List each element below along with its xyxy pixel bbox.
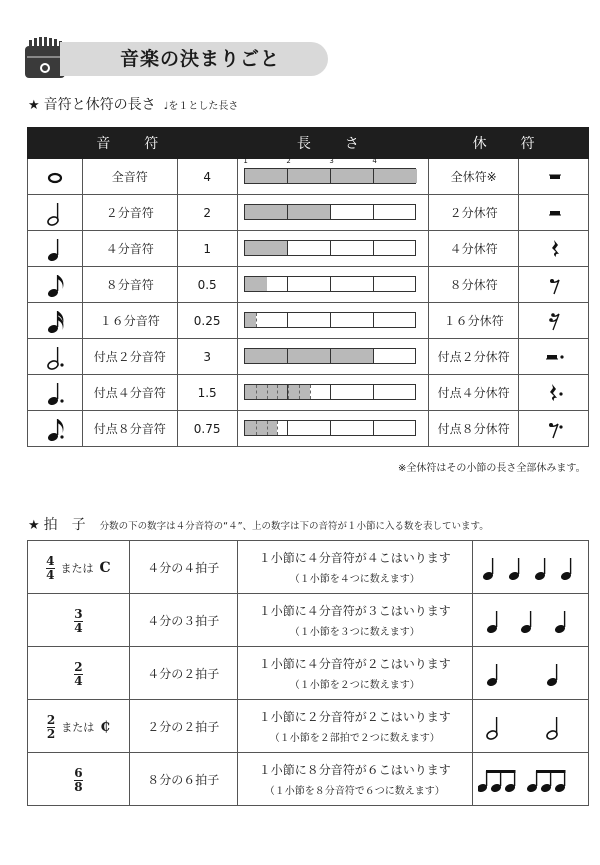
time-description-sub: （１小節を２つに数えます） <box>289 680 420 691</box>
bar-dash <box>267 385 268 399</box>
note-symbol-cell <box>28 339 83 375</box>
note-value: 3 <box>177 339 237 375</box>
scale-tick: 1 <box>243 157 248 165</box>
time-description: １小節に８分音符が６こはいります <box>258 763 451 777</box>
length-bar <box>244 168 416 184</box>
time-name: ８分の６拍子 <box>129 753 237 806</box>
section1-subtitle-text: を１とした長さ <box>168 101 239 112</box>
time-signature-fraction <box>74 606 83 635</box>
length-bar-cell <box>237 195 429 231</box>
note-symbol-cell <box>28 267 83 303</box>
bar-divider <box>330 277 331 291</box>
rest-symbol-cell <box>519 267 589 303</box>
note-symbol-cell <box>28 303 83 339</box>
rest-symbol-cell <box>519 231 589 267</box>
rhythm-cell <box>473 541 589 594</box>
rest-name: 付点２分休符 <box>429 339 519 375</box>
length-bar-fill <box>245 313 256 327</box>
note-name: １６分音符 <box>82 303 177 339</box>
bar-divider <box>287 385 288 399</box>
section1-subtitle <box>164 101 239 112</box>
bar-dash <box>310 385 311 399</box>
time-name: ４分の３拍子 <box>129 594 237 647</box>
note-name: 付点２分音符 <box>82 339 177 375</box>
header-note: 音 符 <box>28 128 238 159</box>
time-signature-row <box>28 753 589 806</box>
time-signature <box>74 765 83 794</box>
note-symbol-cell <box>28 411 83 447</box>
note-row <box>28 195 589 231</box>
time-signature-cell <box>28 594 130 647</box>
bar-divider <box>287 421 288 435</box>
time-signature-fraction <box>74 659 83 688</box>
bar-divider <box>330 169 331 183</box>
note-symbol-cell <box>28 195 83 231</box>
header-length: 長 さ <box>237 128 429 159</box>
length-bar <box>244 348 416 364</box>
rest-name: ４分休符 <box>429 231 519 267</box>
time-signature-row <box>28 647 589 700</box>
note-name: 付点８分音符 <box>82 411 177 447</box>
time-description-cell <box>237 700 472 753</box>
dotted-eighth-note-icon <box>41 415 69 443</box>
rest-name: 付点８分休符 <box>429 411 519 447</box>
rest-name: 付点４分休符 <box>429 375 519 411</box>
bar-divider <box>287 313 288 327</box>
time-top: 3 <box>74 606 83 621</box>
note-name: 全音符 <box>82 159 177 195</box>
time-signature-cell <box>28 541 130 594</box>
alt-text: または <box>60 562 94 575</box>
length-bar <box>244 204 416 220</box>
time-signature-cell <box>28 647 130 700</box>
section1-title: 音符と休符の長さ <box>43 97 156 113</box>
section2-title: 拍 子 <box>43 517 86 533</box>
length-bar-cell <box>237 231 429 267</box>
bar-divider <box>373 313 374 327</box>
bar-divider <box>373 385 374 399</box>
bar-divider <box>373 421 374 435</box>
whole-rest-icon <box>541 164 567 190</box>
time-description: １小節に４分音符が４こはいります <box>258 551 451 565</box>
bar-divider <box>330 349 331 363</box>
dotted-half-rest-icon <box>541 344 567 370</box>
quarter-rest-icon <box>541 236 567 262</box>
time-signature <box>46 553 111 582</box>
time-description-cell <box>237 594 472 647</box>
time-description-sub: （１小節を８分音符で６つに数えます） <box>264 786 445 797</box>
bar-divider <box>287 349 288 363</box>
scale-tick: 2 <box>286 157 291 165</box>
bar-dash <box>299 385 300 399</box>
time-name: ４分の４拍子 <box>129 541 237 594</box>
note-row <box>28 159 589 195</box>
star-icon: ★ <box>28 98 40 113</box>
length-bar-fill <box>245 205 331 219</box>
rest-symbol-cell <box>519 195 589 231</box>
bar-divider <box>373 205 374 219</box>
bar-dash <box>256 421 257 435</box>
bar-dash <box>256 385 257 399</box>
dotted-eighth-rest-icon <box>541 416 567 442</box>
time-bottom: 4 <box>46 567 55 582</box>
bar-divider <box>373 349 374 363</box>
note-symbol-cell <box>28 375 83 411</box>
time-top: 2 <box>46 712 56 727</box>
time-signature-row <box>28 541 589 594</box>
time-signature-row <box>28 700 589 753</box>
length-bar-cell <box>237 303 429 339</box>
whole-note-icon <box>41 163 69 191</box>
note-value: 0.5 <box>177 267 237 303</box>
bar-dash <box>256 313 257 327</box>
sixteenth-rest-icon <box>541 308 567 334</box>
length-bar-fill <box>245 169 417 183</box>
star-icon: ★ <box>28 518 40 533</box>
time-bottom: 2 <box>46 726 56 741</box>
common-time-symbol: ₵ <box>100 719 110 735</box>
three-quarter-notes-icon <box>478 603 584 637</box>
time-description-sub: （１小節を２部拍で２つに数えます） <box>269 733 440 744</box>
time-description: １小節に４分音符が２こはいります <box>258 657 451 671</box>
time-description-cell <box>237 647 472 700</box>
common-time-symbol: C <box>99 560 111 576</box>
alt-text: または <box>61 721 95 734</box>
time-top: 6 <box>74 765 83 780</box>
scale-tick: 4 <box>372 157 377 165</box>
dotted-half-note-icon <box>41 343 69 371</box>
bar-dash <box>267 421 268 435</box>
length-bar-fill <box>245 277 267 291</box>
length-bar <box>244 312 416 328</box>
half-rest-icon <box>541 200 567 226</box>
time-description: １小節に４分音符が３こはいります <box>258 604 451 618</box>
section2-description: 分数の下の数字は４分音符の“４”、上の数字は下の音符が１小節に入る数を表しています。 <box>99 521 489 532</box>
two-half-notes-icon <box>478 709 584 743</box>
note-row <box>28 339 589 375</box>
bar-divider <box>287 205 288 219</box>
rest-symbol-cell <box>519 339 589 375</box>
footnote: ※全休符はその小節の長さ全部休みます。 <box>398 463 586 474</box>
note-name: ４分音符 <box>82 231 177 267</box>
time-bottom: 4 <box>74 620 83 635</box>
rest-name: ８分休符 <box>429 267 519 303</box>
rhythm-cell <box>473 594 589 647</box>
time-description-cell <box>237 753 472 806</box>
note-value: 0.25 <box>177 303 237 339</box>
length-bar-cell <box>237 411 429 447</box>
rhythm-cell <box>473 700 589 753</box>
length-bar-fill <box>245 349 374 363</box>
sixteenth-note-icon <box>41 307 69 335</box>
length-bar-cell <box>237 267 429 303</box>
bar-divider <box>330 385 331 399</box>
rest-name: 全休符※ <box>429 159 519 195</box>
quarter-note-glyph: ♩ <box>163 101 169 112</box>
time-name: ４分の２拍子 <box>129 647 237 700</box>
time-signature-fraction <box>46 553 55 582</box>
bar-divider <box>330 241 331 255</box>
dotted-quarter-rest-icon <box>541 380 567 406</box>
time-description-sub: （１小節を４つに数えます） <box>289 574 420 585</box>
length-bar <box>244 276 416 292</box>
time-signature-table <box>27 540 589 806</box>
length-bar-cell <box>237 339 429 375</box>
note-row <box>28 231 589 267</box>
note-rest-table <box>27 127 589 447</box>
time-signature <box>46 712 110 741</box>
note-value: 4 <box>177 159 237 195</box>
time-signature-row <box>28 594 589 647</box>
length-bar-cell <box>237 159 429 195</box>
length-bar-fill <box>245 241 288 255</box>
page-title: 音楽の決まりごと <box>120 48 281 70</box>
half-note-icon <box>41 199 69 227</box>
bar-divider <box>287 277 288 291</box>
time-signature-fraction <box>46 712 56 741</box>
bar-divider <box>330 205 331 219</box>
time-top: 4 <box>46 553 55 568</box>
rest-name: ２分休符 <box>429 195 519 231</box>
section1-heading <box>28 97 238 115</box>
bar-divider <box>373 169 374 183</box>
rhythm-cell <box>473 647 589 700</box>
dotted-quarter-note-icon <box>41 379 69 407</box>
time-top: 2 <box>74 659 83 674</box>
note-row <box>28 303 589 339</box>
time-signature <box>74 606 83 635</box>
note-value: 1 <box>177 231 237 267</box>
note-value: 0.75 <box>177 411 237 447</box>
bar-dash <box>277 385 278 399</box>
time-signature-fraction <box>74 765 83 794</box>
bar-divider <box>373 241 374 255</box>
note-symbol-cell <box>28 231 83 267</box>
note-symbol-cell <box>28 159 83 195</box>
rest-symbol-cell <box>519 303 589 339</box>
bar-divider <box>373 277 374 291</box>
time-signature-cell <box>28 753 130 806</box>
length-bar <box>244 420 416 436</box>
length-bar-cell <box>237 375 429 411</box>
time-description-sub: （１小節を３つに数えます） <box>289 627 420 638</box>
time-bottom: 4 <box>74 673 83 688</box>
bar-dash <box>277 421 278 435</box>
note-rest-header <box>28 128 589 159</box>
time-name: ２分の２拍子 <box>129 700 237 753</box>
bar-divider <box>330 421 331 435</box>
note-value: 2 <box>177 195 237 231</box>
note-name: ８分音符 <box>82 267 177 303</box>
header-rest: 休 符 <box>429 128 589 159</box>
length-bar <box>244 240 416 256</box>
length-bar-fill <box>245 421 277 435</box>
time-description-cell <box>237 541 472 594</box>
scale-ticks <box>244 157 416 167</box>
note-name: 付点４分音符 <box>82 375 177 411</box>
rest-symbol-cell <box>519 159 589 195</box>
note-row <box>28 267 589 303</box>
eighth-rest-icon <box>541 272 567 298</box>
quarter-note-icon <box>41 235 69 263</box>
bar-dash <box>288 385 289 399</box>
bar-divider <box>287 169 288 183</box>
note-name: ２分音符 <box>82 195 177 231</box>
note-row <box>28 411 589 447</box>
length-bar <box>244 384 416 400</box>
section2-heading <box>28 517 489 535</box>
time-signature-cell <box>28 700 130 753</box>
four-quarter-notes-icon <box>478 550 584 584</box>
time-bottom: 8 <box>74 779 83 794</box>
note-row <box>28 375 589 411</box>
time-signature <box>74 659 83 688</box>
bar-divider <box>330 313 331 327</box>
rhythm-cell <box>473 753 589 806</box>
bar-divider <box>287 241 288 255</box>
scale-tick: 3 <box>329 157 334 165</box>
time-description: １小節に２分音符が２こはいります <box>258 710 451 724</box>
note-value: 1.5 <box>177 375 237 411</box>
rest-symbol-cell <box>519 375 589 411</box>
two-quarter-notes-icon <box>478 656 584 690</box>
six-eighth-notes-icon <box>478 762 584 796</box>
rest-symbol-cell <box>519 411 589 447</box>
rest-name: １６分休符 <box>429 303 519 339</box>
eighth-note-icon <box>41 271 69 299</box>
